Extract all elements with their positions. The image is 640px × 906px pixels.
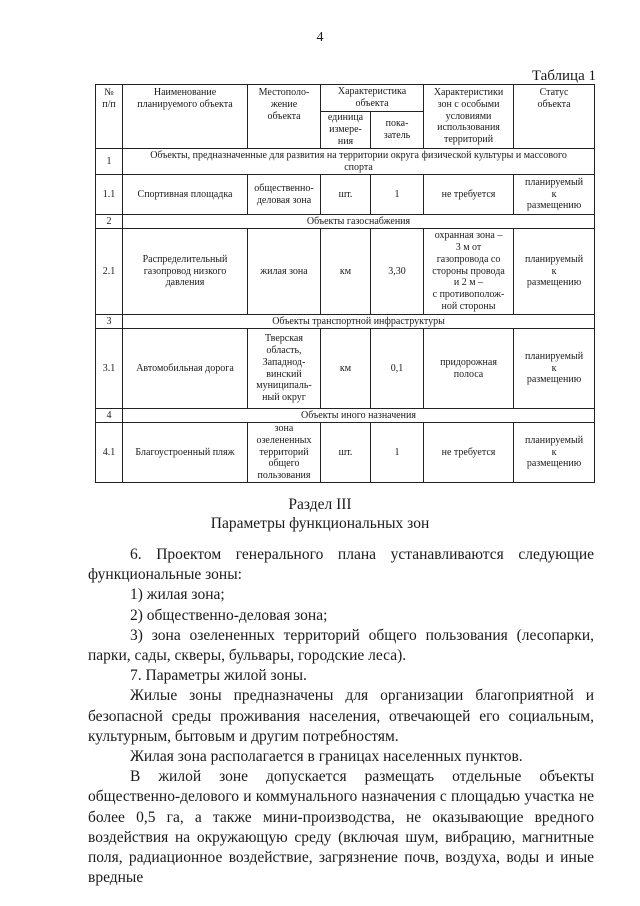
cell-unit: шт. [321,175,371,215]
header-indicator: пока- затель [371,112,424,149]
header-status: Статус объекта [514,85,595,149]
cell-num: 3.1 [96,329,123,409]
cell-unit: шт. [321,423,371,483]
cell-group-title: Объекты транспортной инфраструктуры [123,315,595,329]
cell-num: 2.1 [96,229,123,315]
table-group-row [96,215,595,229]
table-group-row [96,315,595,329]
cell-location: Тверская область, Западнод- винский муниципаль- ный округ [248,329,321,409]
header-name: Наименование планируемого объекта [123,85,248,149]
cell-num: 1 [96,149,123,175]
cell-group-title: Объекты иного назначения [123,409,595,423]
cell-location: общественно- деловая зона [248,175,321,215]
cell-zone: не требуется [424,175,514,215]
table-header-row [96,85,595,112]
cell-num: 4.1 [96,423,123,483]
cell-value: 1 [371,175,424,215]
cell-group-title: Объекты, предназначенные для развития на территории округа физической культуры и массового спорта [123,149,595,175]
paragraph: 1) жилая зона; [130,586,225,604]
table-row [96,423,595,483]
body-text [88,545,594,888]
cell-status: планируемый к размещению [514,229,595,315]
paragraph: Жилые зоны предназначены для организации благоприятной и безопасной среды проживания населения, отвечающей его социальным, культурным, бытовым и другим потребностям. [88,687,594,745]
table-row [96,329,595,409]
header-num: № п/п [96,85,123,149]
table-row [96,175,595,215]
paragraph: Жилая зона располагается в границах населенных пунктов. [130,748,523,766]
paragraph: 6. Проектом генерального плана устанавливаются следующие функциональные зоны: [88,546,594,584]
cell-zone: охранная зона – 3 м от газопровода со стороны провода и 2 м – с противополож- ной стороны [424,229,514,315]
cell-name: Благоустроенный пляж [123,423,248,483]
cell-value: 1 [371,423,424,483]
paragraph: 3) зона озелененных территорий общего пользования (лесопарки, парки, сады, скверы, бульвары, городские леса). [88,626,594,665]
cell-status: планируемый к размещению [514,329,595,409]
cell-value: 0,1 [371,329,424,409]
cell-num: 4 [96,409,123,423]
cell-name: Автомобильная дорога [123,329,248,409]
cell-name: Распределительный газопровод низкого давления [123,229,248,315]
table-group-row [96,149,595,175]
section-title: Раздел III [288,496,352,513]
cell-num: 1.1 [96,175,123,215]
cell-status: планируемый к размещению [514,175,595,215]
header-location: Местополо- жение объекта [248,85,321,149]
header-unit: единица измере- ния [321,112,371,149]
cell-group-title: Объекты газоснабжения [123,215,595,229]
section-subtitle: Параметры функциональных зон [210,515,430,532]
cell-zone: не требуется [424,423,514,483]
cell-num: 2 [96,215,123,229]
cell-unit: км [321,329,371,409]
cell-status: планируемый к размещению [514,423,595,483]
objects-table [95,84,595,483]
paragraph: 7. Параметры жилой зоны. [130,667,307,685]
table-row [96,229,595,315]
paragraph: В жилой зоне допускается размещать отдельные объекты общественно-делового и коммунального назначения с площадью участка не более 0,5 га, а также мини-производства, не оказывающие вредного воздействия на окружающую среду (включая шум, вибрацию, магнитные поля, радиационное воздействие, загрязнение почв, воздуха, воды и иные вредные [88,768,594,887]
cell-value: 3,30 [371,229,424,315]
cell-name: Спортивная площадка [123,175,248,215]
cell-location: зона озелененных территорий общего пользования [248,423,321,483]
cell-location: жилая зона [248,229,321,315]
header-characteristics: Характеристика объекта [321,85,424,112]
page-number: 4 [316,30,324,45]
table-group-row [96,409,595,423]
paragraph: 2) общественно-деловая зона; [130,606,328,624]
header-zones: Характеристики зон с особыми условиями использования территорий [424,85,514,149]
cell-num: 3 [96,315,123,329]
cell-zone: придорожная полоса [424,329,514,409]
table-label: Таблица 1 [531,68,596,84]
cell-unit: км [321,229,371,315]
